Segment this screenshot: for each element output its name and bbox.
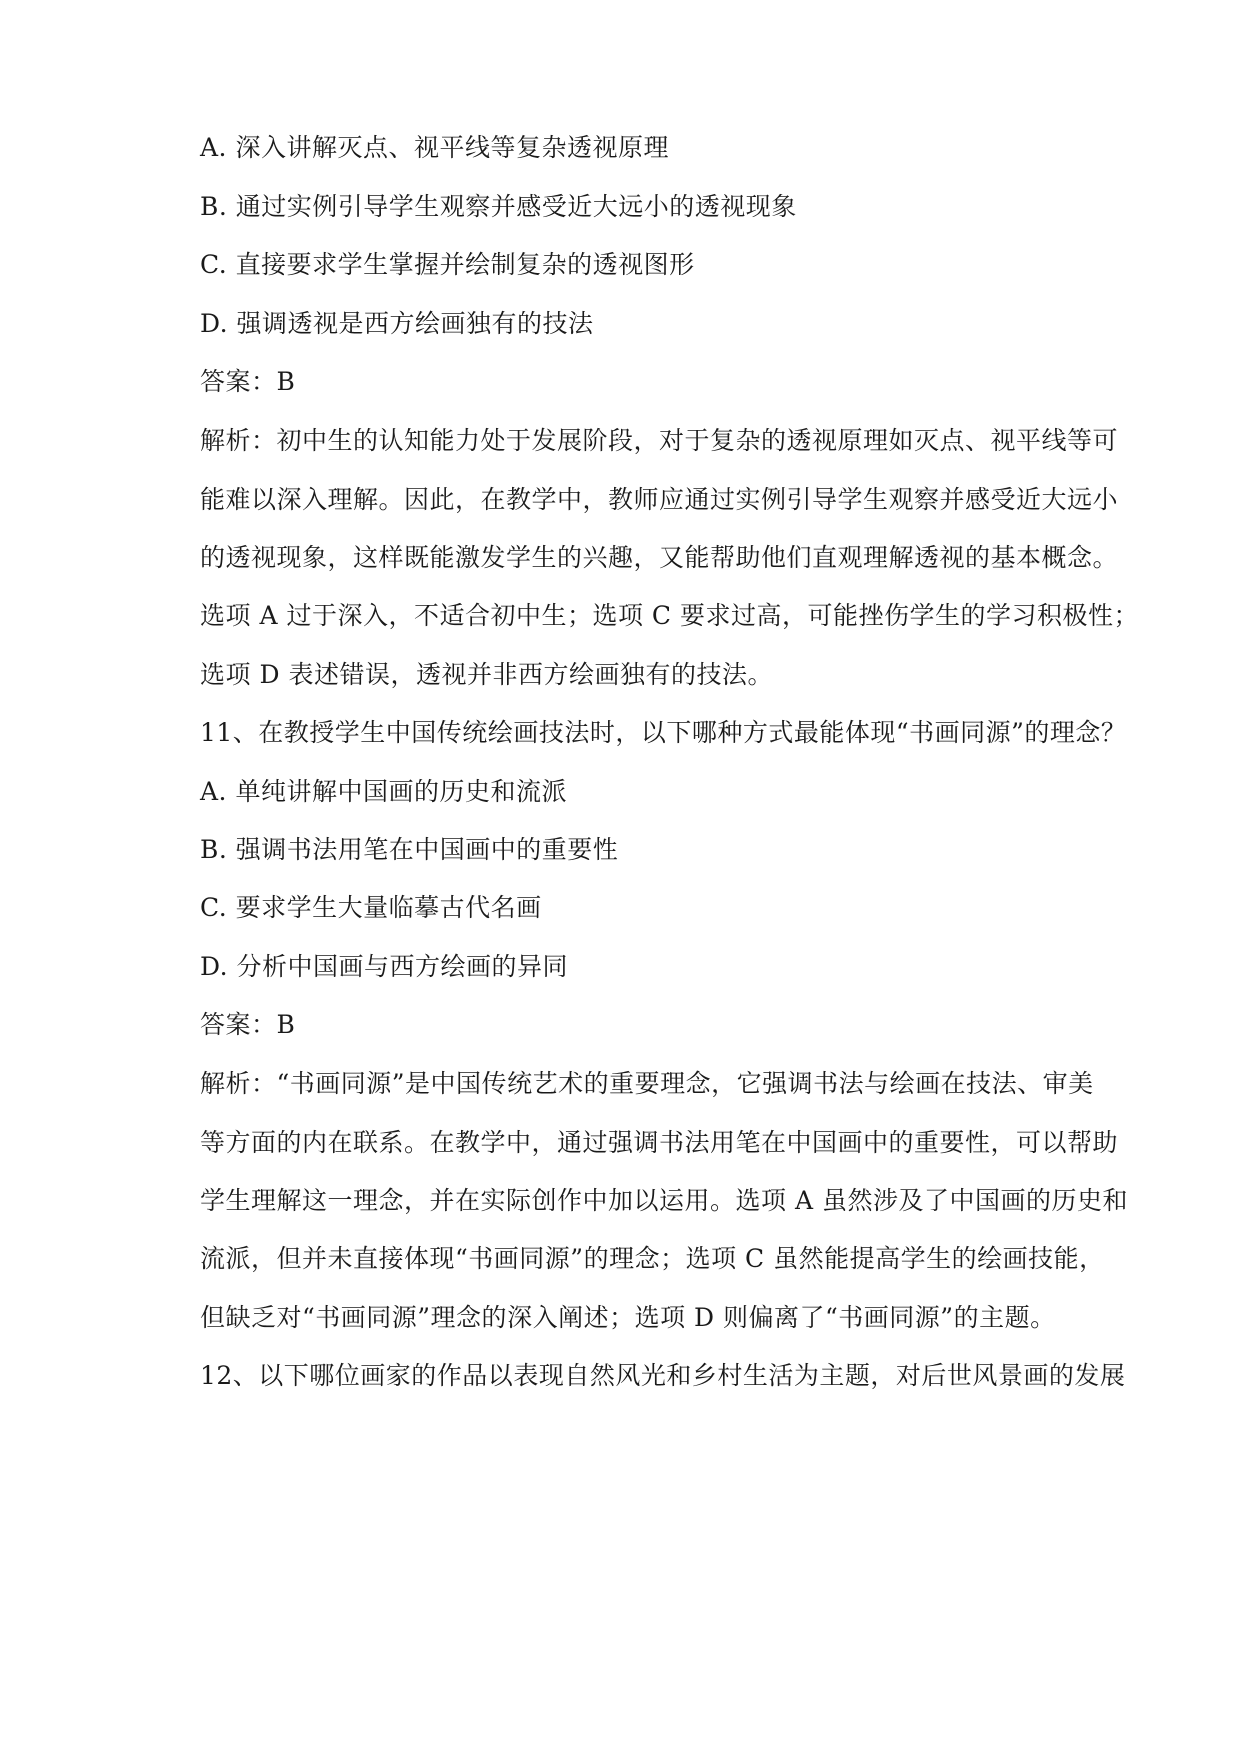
- q10-analysis-line: 选项 D 表述错误，透视并非西方绘画独有的技法。: [200, 660, 773, 689]
- q11-option-d: D. 分析中国画与西方绘画的异同: [200, 952, 569, 981]
- q10-option-b: B. 通过实例引导学生观察并感受近大远小的透视现象: [200, 192, 797, 221]
- q10-analysis-line: 解析：初中生的认知能力处于发展阶段，对于复杂的透视原理如灭点、视平线等可: [200, 426, 1119, 455]
- q10-option-c: C. 直接要求学生掌握并绘制复杂的透视图形: [200, 250, 695, 279]
- q11-analysis-line: 解析：“书画同源”是中国传统艺术的重要理念，它强调书法与绘画在技法、审美: [200, 1069, 1094, 1098]
- q11-option-a: A. 单纯讲解中国画的历史和流派: [200, 777, 567, 806]
- q10-analysis-line: 的透视现象，这样既能激发学生的兴趣，又能帮助他们直观理解透视的基本概念。: [200, 543, 1119, 572]
- q11-analysis-line: 流派，但并未直接体现“书画同源”的理念；选项 C 虽然能提高学生的绘画技能，: [200, 1244, 1105, 1273]
- q10-analysis-line: 能难以深入理解。因此，在教学中，教师应通过实例引导学生观察并感受近大远小: [200, 485, 1119, 514]
- q10-option-a: A. 深入讲解灭点、视平线等复杂透视原理: [200, 133, 669, 162]
- q11-question: 11、在教授学生中国传统绘画技法时，以下哪种方式最能体现“书画同源”的理念？: [200, 718, 1127, 747]
- q11-analysis-line: 等方面的内在联系。在教学中，通过强调书法用笔在中国画中的重要性，可以帮助: [200, 1128, 1119, 1157]
- q10-option-d: D. 强调透视是西方绘画独有的技法: [200, 309, 594, 338]
- q10-answer: 答案：B: [200, 367, 296, 396]
- q11-option-c: C. 要求学生大量临摹古代名画: [200, 893, 542, 922]
- q11-analysis-line: 但缺乏对“书画同源”理念的深入阐述；选项 D 则偏离了“书画同源”的主题。: [200, 1303, 1056, 1332]
- q10-analysis-line: 选项 A 过于深入，不适合初中生；选项 C 要求过高，可能挫伤学生的学习积极性；: [200, 601, 1139, 630]
- q12-question: 12、以下哪位画家的作品以表现自然风光和乡村生活为主题，对后世风景画的发展: [200, 1361, 1126, 1390]
- q11-analysis-line: 学生理解这一理念，并在实际创作中加以运用。选项 A 虽然涉及了中国画的历史和: [200, 1186, 1128, 1215]
- q11-answer: 答案：B: [200, 1010, 296, 1039]
- q11-option-b: B. 强调书法用笔在中国画中的重要性: [200, 835, 619, 864]
